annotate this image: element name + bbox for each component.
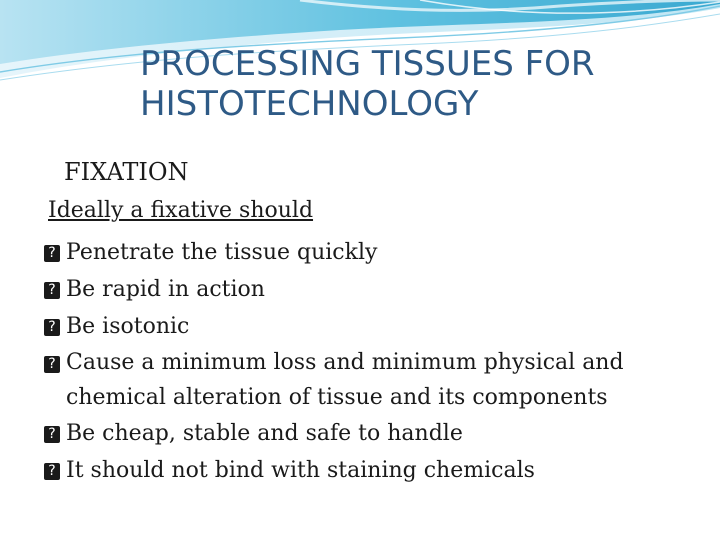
list-item (44, 308, 684, 345)
list-item (44, 452, 684, 489)
list-item (44, 345, 684, 415)
bullet-marker-icon: ? (44, 463, 60, 480)
bullet-marker-icon: ? (44, 245, 60, 262)
section-heading: FIXATION (64, 158, 189, 186)
slide-title-line-2: HISTOTECHNOLOGY (140, 84, 479, 124)
list-item (44, 234, 684, 271)
bullet-marker-icon: ? (44, 426, 60, 443)
list-item-text: Be rapid in action (66, 277, 265, 302)
list-item-text: Be cheap, stable and safe to handle (66, 421, 463, 446)
lead-text: Ideally a fixative should (48, 198, 314, 223)
list-item-text: Cause a minimum loss and minimum physical and chemical alteration of tissue and its components (66, 350, 624, 410)
bullet-marker-icon: ? (44, 282, 60, 299)
list-item (44, 415, 684, 452)
slide-title (140, 44, 700, 124)
list-item (44, 271, 684, 308)
slide-title-line-1: PROCESSING TISSUES FOR (140, 44, 595, 84)
bullet-marker-icon: ? (44, 356, 60, 373)
list-item-text: Penetrate the tissue quickly (66, 240, 378, 265)
list-item-text: It should not bind with staining chemicals (66, 458, 535, 483)
bullet-list (44, 234, 684, 489)
bullet-marker-icon: ? (44, 319, 60, 336)
list-item-text: Be isotonic (66, 314, 190, 339)
